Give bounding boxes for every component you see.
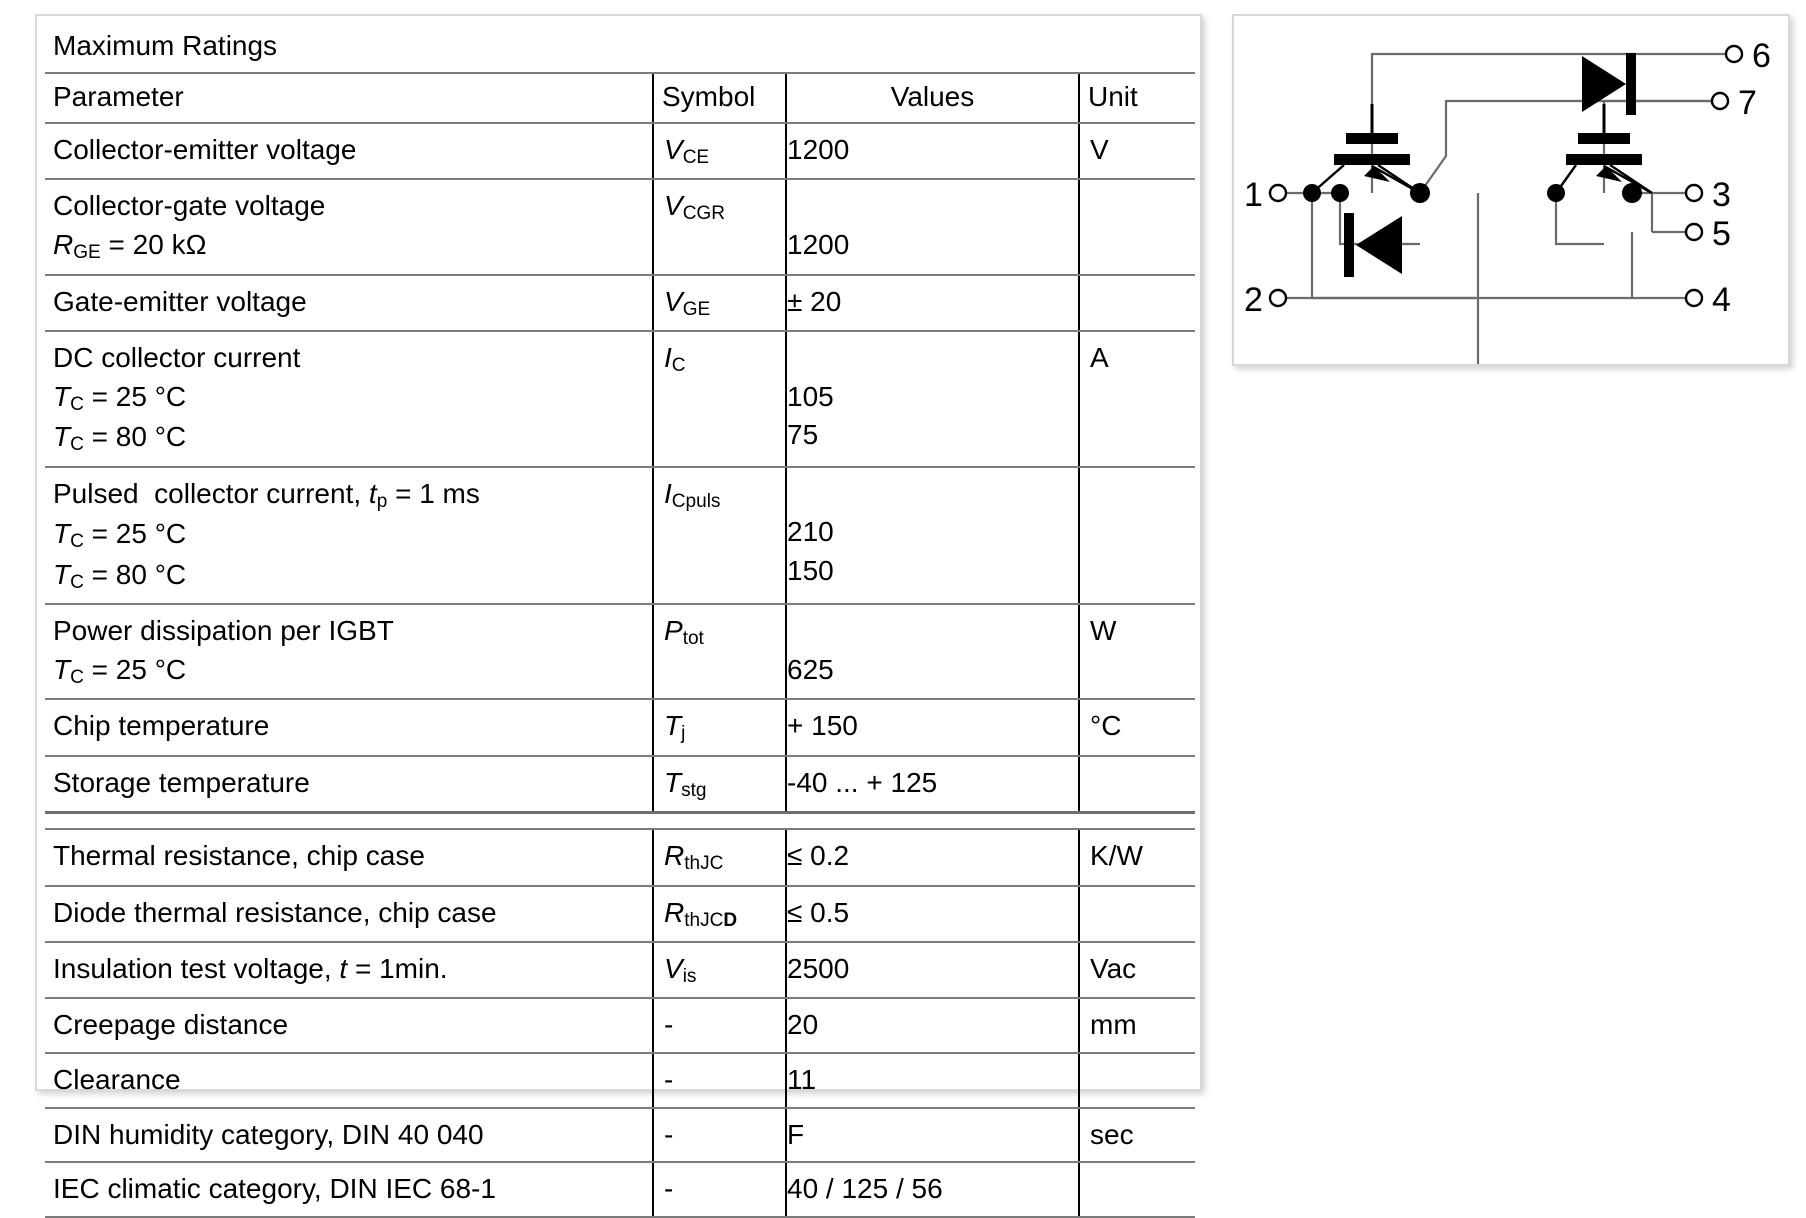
symbol-main: T bbox=[664, 766, 682, 798]
diode-right-bar bbox=[1626, 53, 1636, 115]
values-cell: 1200 bbox=[786, 123, 1079, 179]
parameter-cell: Creepage distance bbox=[45, 998, 653, 1053]
maximum-ratings-card bbox=[35, 14, 1202, 1205]
maximum-ratings-table bbox=[45, 24, 1195, 1218]
wire-collector-right-to-7 bbox=[1604, 101, 1712, 193]
terminal-label-5: 5 bbox=[1712, 215, 1731, 253]
unit-cell: V bbox=[1079, 123, 1195, 179]
column-header-parameter: Parameter bbox=[45, 73, 653, 123]
parameter-cell: Collector-gate voltage $R_{GE} = 20$ kΩ bbox=[45, 179, 653, 274]
terminal-circle-4 bbox=[1686, 290, 1702, 306]
parameter-cell: Thermal resistance, chip case bbox=[45, 829, 653, 885]
symbol-cell bbox=[653, 123, 786, 179]
symbol-main: T bbox=[664, 710, 682, 742]
unit-cell: A bbox=[1079, 331, 1195, 467]
symbol-main: V bbox=[664, 285, 683, 317]
table-row bbox=[45, 331, 1195, 467]
values-cell: -40 ... + 125 bbox=[786, 756, 1079, 813]
symbol-sub: CGR bbox=[682, 203, 725, 225]
wire-terminal-4 bbox=[1632, 232, 1686, 298]
table-row bbox=[45, 829, 1195, 885]
table-row bbox=[45, 1162, 1195, 1217]
symbol-main: V bbox=[664, 190, 683, 222]
column-header-unit: Unit bbox=[1079, 73, 1195, 123]
symbol-cell: - bbox=[653, 1162, 786, 1217]
terminal-label-2: 2 bbox=[1244, 281, 1263, 319]
node-dot bbox=[1622, 183, 1642, 203]
symbol-cell bbox=[653, 275, 786, 331]
unit-cell bbox=[1079, 756, 1195, 813]
unit-cell: sec bbox=[1079, 1108, 1195, 1163]
table-title-row bbox=[45, 24, 1195, 73]
symbol-main: I bbox=[664, 477, 672, 509]
parameter-cell: Diode thermal resistance, chip case bbox=[45, 886, 653, 942]
parameter-label: Pulsed collector current, $t_p = 1$ ms bbox=[53, 477, 480, 512]
parameter-condition: $T_C = 25$ °C bbox=[53, 380, 187, 415]
table-row bbox=[45, 1053, 1195, 1108]
parameter-label: Insulation test voltage, t = 1min. bbox=[53, 952, 448, 984]
symbol-main: R bbox=[664, 840, 685, 872]
node-dot bbox=[1547, 184, 1565, 202]
diode-left-bar bbox=[1344, 213, 1354, 277]
values-cell: ≤ 0.5 bbox=[786, 886, 1079, 942]
page-title: Maximum Ratings bbox=[45, 24, 1195, 73]
parameter-cell: Power dissipation per IGBT $T_C = 25$ °C bbox=[45, 604, 653, 699]
section-separator bbox=[45, 813, 1195, 830]
symbol-cell: $R_{thJCD}$ bbox=[653, 886, 786, 942]
symbol-sub: GE bbox=[682, 298, 711, 320]
symbol-sub: thJC bbox=[684, 853, 724, 875]
symbol-sub: tot bbox=[682, 628, 704, 650]
node-dot bbox=[1331, 184, 1349, 202]
unit-cell: °C bbox=[1079, 699, 1195, 755]
schematic-card bbox=[1232, 14, 1790, 366]
symbol-cell: - bbox=[653, 998, 786, 1053]
parameter-condition: $T_C = 80$ °C bbox=[53, 421, 187, 456]
values-cell: F bbox=[786, 1108, 1079, 1163]
symbol-cell bbox=[653, 179, 786, 274]
symbol-cell bbox=[653, 604, 786, 699]
table-row bbox=[45, 756, 1195, 813]
wire-collector-left-to-6 bbox=[1372, 54, 1726, 193]
unit-cell bbox=[1079, 467, 1195, 604]
terminal-label-6: 6 bbox=[1752, 37, 1771, 75]
symbol-sub: j bbox=[681, 723, 686, 745]
parameter-cell: DIN humidity category, DIN 40 040 bbox=[45, 1108, 653, 1163]
terminal-circle-5 bbox=[1686, 224, 1702, 240]
igbt-left-gate-plate bbox=[1346, 133, 1398, 144]
terminal-circle-2 bbox=[1270, 290, 1286, 306]
table-row bbox=[45, 998, 1195, 1053]
symbol-main: P bbox=[664, 615, 683, 646]
symbol-cell: - bbox=[653, 1108, 786, 1163]
terminal-label-1: 1 bbox=[1244, 176, 1263, 214]
symbol-cell bbox=[653, 467, 786, 604]
unit-cell bbox=[1079, 886, 1195, 942]
node-dot bbox=[1303, 184, 1321, 202]
igbt-right-channel-plate bbox=[1566, 154, 1642, 165]
parameter-cell: DC collector current $T_C = 25$ °C $T_C = 80$ °C bbox=[45, 331, 653, 467]
diode-left-triangle bbox=[1356, 216, 1402, 274]
table-row bbox=[45, 123, 1195, 179]
symbol-sub: Cpuls bbox=[671, 490, 721, 512]
unit-cell: K/W bbox=[1079, 829, 1195, 885]
igbt-right-gate-plate bbox=[1578, 133, 1630, 144]
values-cell: 105 75 bbox=[786, 331, 1079, 467]
terminal-circle-6 bbox=[1726, 46, 1742, 62]
values-cell: ± 20 bbox=[786, 275, 1079, 331]
parameter-cell: Clearance bbox=[45, 1053, 653, 1108]
circuit-schematic bbox=[1234, 16, 1788, 364]
values-cell: 11 bbox=[786, 1053, 1079, 1108]
parameter-condition: $T_C = 25$ °C bbox=[53, 518, 187, 553]
wires bbox=[1286, 54, 1726, 364]
symbol-cell bbox=[653, 829, 786, 885]
unit-cell bbox=[1079, 1162, 1195, 1217]
parameter-cell: Collector-emitter voltage bbox=[45, 123, 653, 179]
wire-gate-right bbox=[1556, 193, 1604, 244]
freewheel-diode-left bbox=[1344, 213, 1402, 277]
unit-cell bbox=[1079, 275, 1195, 331]
symbol-main: V bbox=[664, 134, 683, 165]
terminal-label-4: 4 bbox=[1712, 281, 1731, 319]
symbol-sub: stg bbox=[681, 779, 707, 801]
terminal-circle-1 bbox=[1270, 185, 1286, 201]
freewheel-diode-right bbox=[1582, 53, 1636, 133]
parameter-cell bbox=[45, 942, 653, 998]
unit-cell bbox=[1079, 1053, 1195, 1108]
table-row bbox=[45, 942, 1195, 998]
parameter-condition: $T_C = 80$ °C bbox=[53, 558, 187, 593]
parameter-cell: IEC climatic category, DIN IEC 68-1 bbox=[45, 1162, 653, 1217]
values-cell: 1200 bbox=[786, 179, 1079, 274]
terminal-circles bbox=[1270, 46, 1742, 306]
symbol-cell bbox=[653, 699, 786, 755]
terminal-label-7: 7 bbox=[1738, 84, 1757, 122]
unit-cell: mm bbox=[1079, 998, 1195, 1053]
table-row bbox=[45, 886, 1195, 942]
symbol-cell: - bbox=[653, 1053, 786, 1108]
parameter-condition: $T_C = 25$ °C bbox=[53, 653, 187, 688]
symbol-sub: CE bbox=[682, 147, 710, 169]
values-cell: 40 / 125 / 56 bbox=[786, 1162, 1079, 1217]
values-cell: 2500 bbox=[786, 942, 1079, 998]
values-cell: 210 150 bbox=[786, 467, 1079, 604]
values-cell: + 150 bbox=[786, 699, 1079, 755]
igbt-left-channel-plate bbox=[1334, 154, 1410, 165]
parameter-cell bbox=[45, 467, 653, 604]
symbol-sub: is bbox=[682, 966, 697, 988]
igbt-left bbox=[1312, 104, 1420, 193]
table-header-row bbox=[45, 73, 1195, 123]
column-header-symbol: Symbol bbox=[653, 73, 786, 123]
values-cell: 20 bbox=[786, 998, 1079, 1053]
unit-cell bbox=[1079, 179, 1195, 274]
table-row bbox=[45, 699, 1195, 755]
terminal-circle-7 bbox=[1712, 93, 1728, 109]
symbol-cell bbox=[653, 942, 786, 998]
table-row bbox=[45, 275, 1195, 331]
parameter-cell: Chip temperature bbox=[45, 699, 653, 755]
unit-cell: W bbox=[1079, 604, 1195, 699]
symbol-cell bbox=[653, 331, 786, 467]
symbol-cell bbox=[653, 756, 786, 813]
symbol-sub: C bbox=[671, 355, 686, 377]
terminal-circle-3 bbox=[1686, 185, 1702, 201]
node-dot bbox=[1410, 183, 1430, 203]
parameter-cell: Gate-emitter voltage bbox=[45, 275, 653, 331]
symbol-main: V bbox=[664, 952, 683, 984]
values-cell: ≤ 0.2 bbox=[786, 829, 1079, 885]
terminal-label-3: 3 bbox=[1712, 176, 1731, 214]
table-row bbox=[45, 179, 1195, 274]
table-row bbox=[45, 604, 1195, 699]
unit-cell: Vac bbox=[1079, 942, 1195, 998]
column-header-values: Values bbox=[786, 73, 1079, 123]
values-cell: 625 bbox=[786, 604, 1079, 699]
parameter-condition: $R_{GE} = 20$ kΩ bbox=[53, 229, 207, 264]
parameter-cell: Storage temperature bbox=[45, 756, 653, 813]
table-row bbox=[45, 467, 1195, 604]
symbol-main: I bbox=[664, 342, 672, 374]
